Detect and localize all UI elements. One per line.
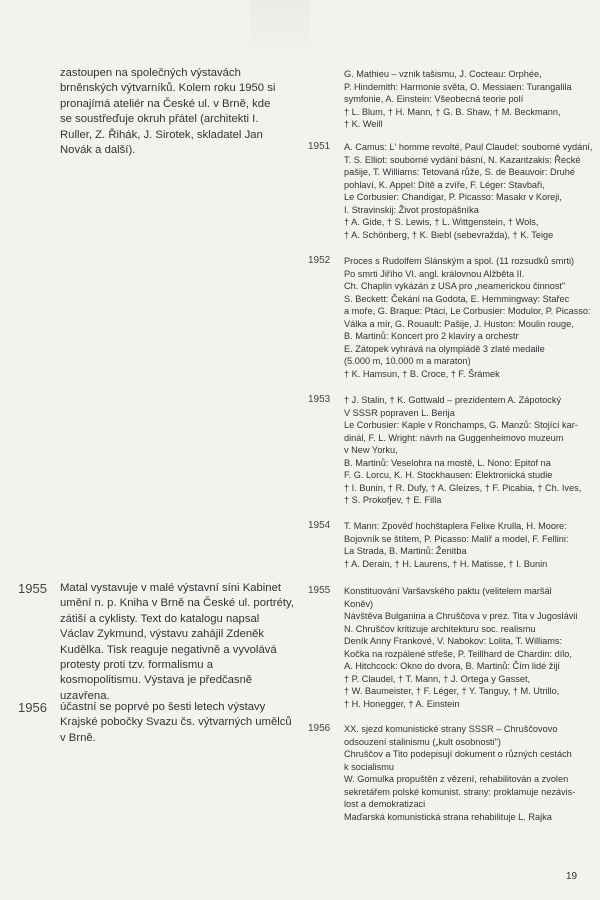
- text-line: Bojovník se štítem, P. Picasso: Malíř a model, F. Fellini:: [344, 533, 569, 544]
- text-line: Po smrti Jiřího VI. angl. královnou Alžběta II.: [344, 268, 525, 279]
- text-line: V SSSR popraven L. Berija: [344, 407, 455, 418]
- text-line: † A. Gide, † S. Lewis, † L. Wittgenstein, † Wols,: [344, 217, 539, 227]
- text-line: odsouzení stalinismu („kult osobnosti"): [344, 736, 501, 747]
- text-line: † A. Derain, † H. Laurens, † H. Matisse, † I. Bunin: [344, 558, 548, 569]
- text-line: Návštěva Bulganina a Chruščova v prez. Tita v Jugoslávii: [344, 611, 578, 621]
- left-entry-text: účastní se poprvé po šesti letech výstavy Krajské pobočky Svazu čs. výtvarných umělců v Brně.: [60, 701, 292, 744]
- text-line: S. Beckett: Čekání na Godota, E. Hemmingway: Stařec: [344, 293, 570, 304]
- text-line: N. Chruščov kritizuje architekturu soc. realismu: [344, 623, 536, 634]
- right-entry-text: [344, 723, 590, 823]
- text-line: pohlaví, K. Appel: Dítě a zvíře, F. Léger: Stavbaři,: [344, 179, 545, 190]
- text-line: F. G. Lorcu, K. H. Stockhausen: Elektronická studie: [344, 470, 553, 480]
- text-line: Maďarská komunistická strana rehabilituje L. Rajka: [344, 811, 552, 822]
- text-line: I. Stravinskij: Život prostopášníka: [344, 204, 479, 215]
- text-line: Deník Anny Frankové, V. Nabokov: Lolita, T. Williams:: [344, 636, 563, 646]
- text-line: † J. Stalin, † K. Gottwald – prezidentem A. Zápotocký: [344, 395, 562, 405]
- text-line: Le Corbusier: Kaple v Ronchamps, G. Manzů: Stojící kar-: [344, 420, 578, 430]
- text-line: † A. Schönberg, † K. Biebl (sebevražda), † K. Teige: [344, 229, 554, 240]
- right-entry-year: 1953: [308, 394, 331, 405]
- text-line: Koněv): [344, 598, 374, 609]
- right-entry-text: [344, 520, 590, 570]
- text-line: A. Hitchcock: Okno do dvora, B. Martinů: Čím lidé žijí: [344, 661, 560, 671]
- text-line: † H. Honegger, † A. Einstein: [344, 698, 460, 709]
- right-entry-year: 1954: [308, 520, 331, 531]
- text-line: Le Corbusier: Chandigar, P. Picasso: Masakr v Koreji,: [344, 192, 562, 202]
- text-line: † K. Weill: [344, 119, 383, 129]
- left-entry-text: Matal vystavuje v malé výstavní síni Kabinet umění n. p. Kniha v Brně na České ul. portréty, zátiší a cyklisty. Text do katalogu napsal Václav Zykmund, výstavu zahájil Zdeněk Kudělka. Tisk reaguje negativně a vyvolává protesty proti tzv. formalismu a kosmopolitismu. Výstava je předčasně uzavřena.: [60, 582, 295, 702]
- text-line: E. Zátopek vyhrává na olympiádě 3 zlaté medaile: [344, 343, 545, 354]
- text-line: † S. Prokofjev, † E. Filla: [344, 495, 442, 505]
- text-line: Chruščov a Tito podepisují dokument o různých cestách: [344, 749, 572, 759]
- text-line: sekretářem polské komunist. strany: proklamuje nezávis-: [344, 786, 576, 797]
- text-line: B. Martinů: Veselohra na mostě, L. Nono: Epitof na: [344, 457, 551, 468]
- text-line: Válka a mír, G. Rouault: Pašije, J. Huston: Moulin rouge,: [344, 318, 574, 329]
- left-entry-year: 1955: [18, 581, 47, 596]
- right-entry-year: 1956: [308, 723, 331, 734]
- text-line: T. Mann: Zpověď hochštaplera Felixe Krulla, H. Moore:: [344, 521, 567, 531]
- text-line: symfonie, A. Einstein: Všeobecná teorie polí: [344, 94, 524, 104]
- text-line: La Strada, B. Martinů: Ženitba: [344, 546, 467, 556]
- page-number: 19: [566, 871, 578, 882]
- text-line: lost a demokratizaci: [344, 799, 426, 809]
- text-line: Kočka na rozpálené střeše, P. Teillhard de Chardin: dílo,: [344, 648, 572, 659]
- text-line: W. Gomulka propuštěn z vězení, rehabilitován a zvolen: [344, 774, 569, 784]
- right-entry-text: [344, 68, 590, 131]
- text-line: XX. sjezd komunistické strany SSSR – Chruščovovo: [344, 724, 558, 734]
- text-line: Konstituování Varšavského paktu (velitelem maršál: [344, 586, 552, 596]
- right-entry-year: 1952: [308, 255, 331, 266]
- text-line: v New Yorku,: [344, 445, 398, 455]
- text-line: † P. Claudel, † T. Mann, † J. Ortega y Gasset,: [344, 673, 531, 684]
- text-line: A. Camus: L' homme revolté, Paul Claudel: souborné vydání,: [344, 142, 593, 152]
- text-line: B. Martinů: Koncert pro 2 klavíry a orchestr: [344, 331, 519, 341]
- text-line: P. Hindemith: Harmonie světa, O. Messiaen: Turangalila: [344, 81, 572, 92]
- right-entry-text: [344, 394, 590, 507]
- text-line: † W. Baumeister, † F. Léger, † Y. Tanguy, † M. Utrillo,: [344, 686, 560, 696]
- text-line: G. Mathieu – vznik tašismu, J. Cocteau: Orphée,: [344, 69, 542, 79]
- text-line: dinál, F. L. Wright: návrh na Guggenheimovo muzeum: [344, 432, 564, 443]
- left-entry-year: 1956: [18, 700, 47, 715]
- right-entry-text: [344, 141, 593, 241]
- text-line: † L. Blum, † H. Mann, † G. B. Shaw, † M. Beckmann,: [344, 106, 561, 117]
- text-line: † K. Hamsun, † B. Croce, † F. Šrámek: [344, 368, 500, 379]
- text-line: pašije, T. Williams: Tetovaná růže, S. de Beauvoir: Druhé: [344, 167, 575, 177]
- text-line: † I. Bunin, † R. Dufy, † A. Gleizes, † F. Picabia, † Ch. Ives,: [344, 482, 582, 493]
- scan-shadow: [250, 0, 310, 60]
- text-line: (5.000 m, 10.000 m a maraton): [344, 356, 471, 366]
- right-entry-text: [344, 255, 590, 380]
- text-line: k socialismu: [344, 761, 395, 772]
- text-line: a moře, G. Braque: Ptáci, Le Corbusier: Modulor, P. Picasso:: [344, 306, 591, 316]
- text-line: T. S. Elliot: souborné vydání básní, N. Kazantzakis: Řecké: [344, 154, 581, 165]
- lead-paragraph: zastoupen na společných výstavách brněnských výtvarníků. Kolem roku 1950 si pronajímá ateliér na České ul. v Brně, kde se soustřeďuje okruh přátel (architekti I. Ruller, Z. Řihák, J. Sirotek, skladatel Jan Novák a další).: [60, 67, 276, 157]
- right-entry-text: [344, 585, 590, 710]
- text-line: Proces s Rudolfem Slánským a spol. (11 rozsudků smrti): [344, 256, 575, 266]
- right-entry-year: 1951: [308, 141, 331, 152]
- right-entry-year: 1955: [308, 585, 331, 596]
- text-line: Ch. Chaplin vykázán z USA pro „neamerickou činnost": [344, 281, 566, 291]
